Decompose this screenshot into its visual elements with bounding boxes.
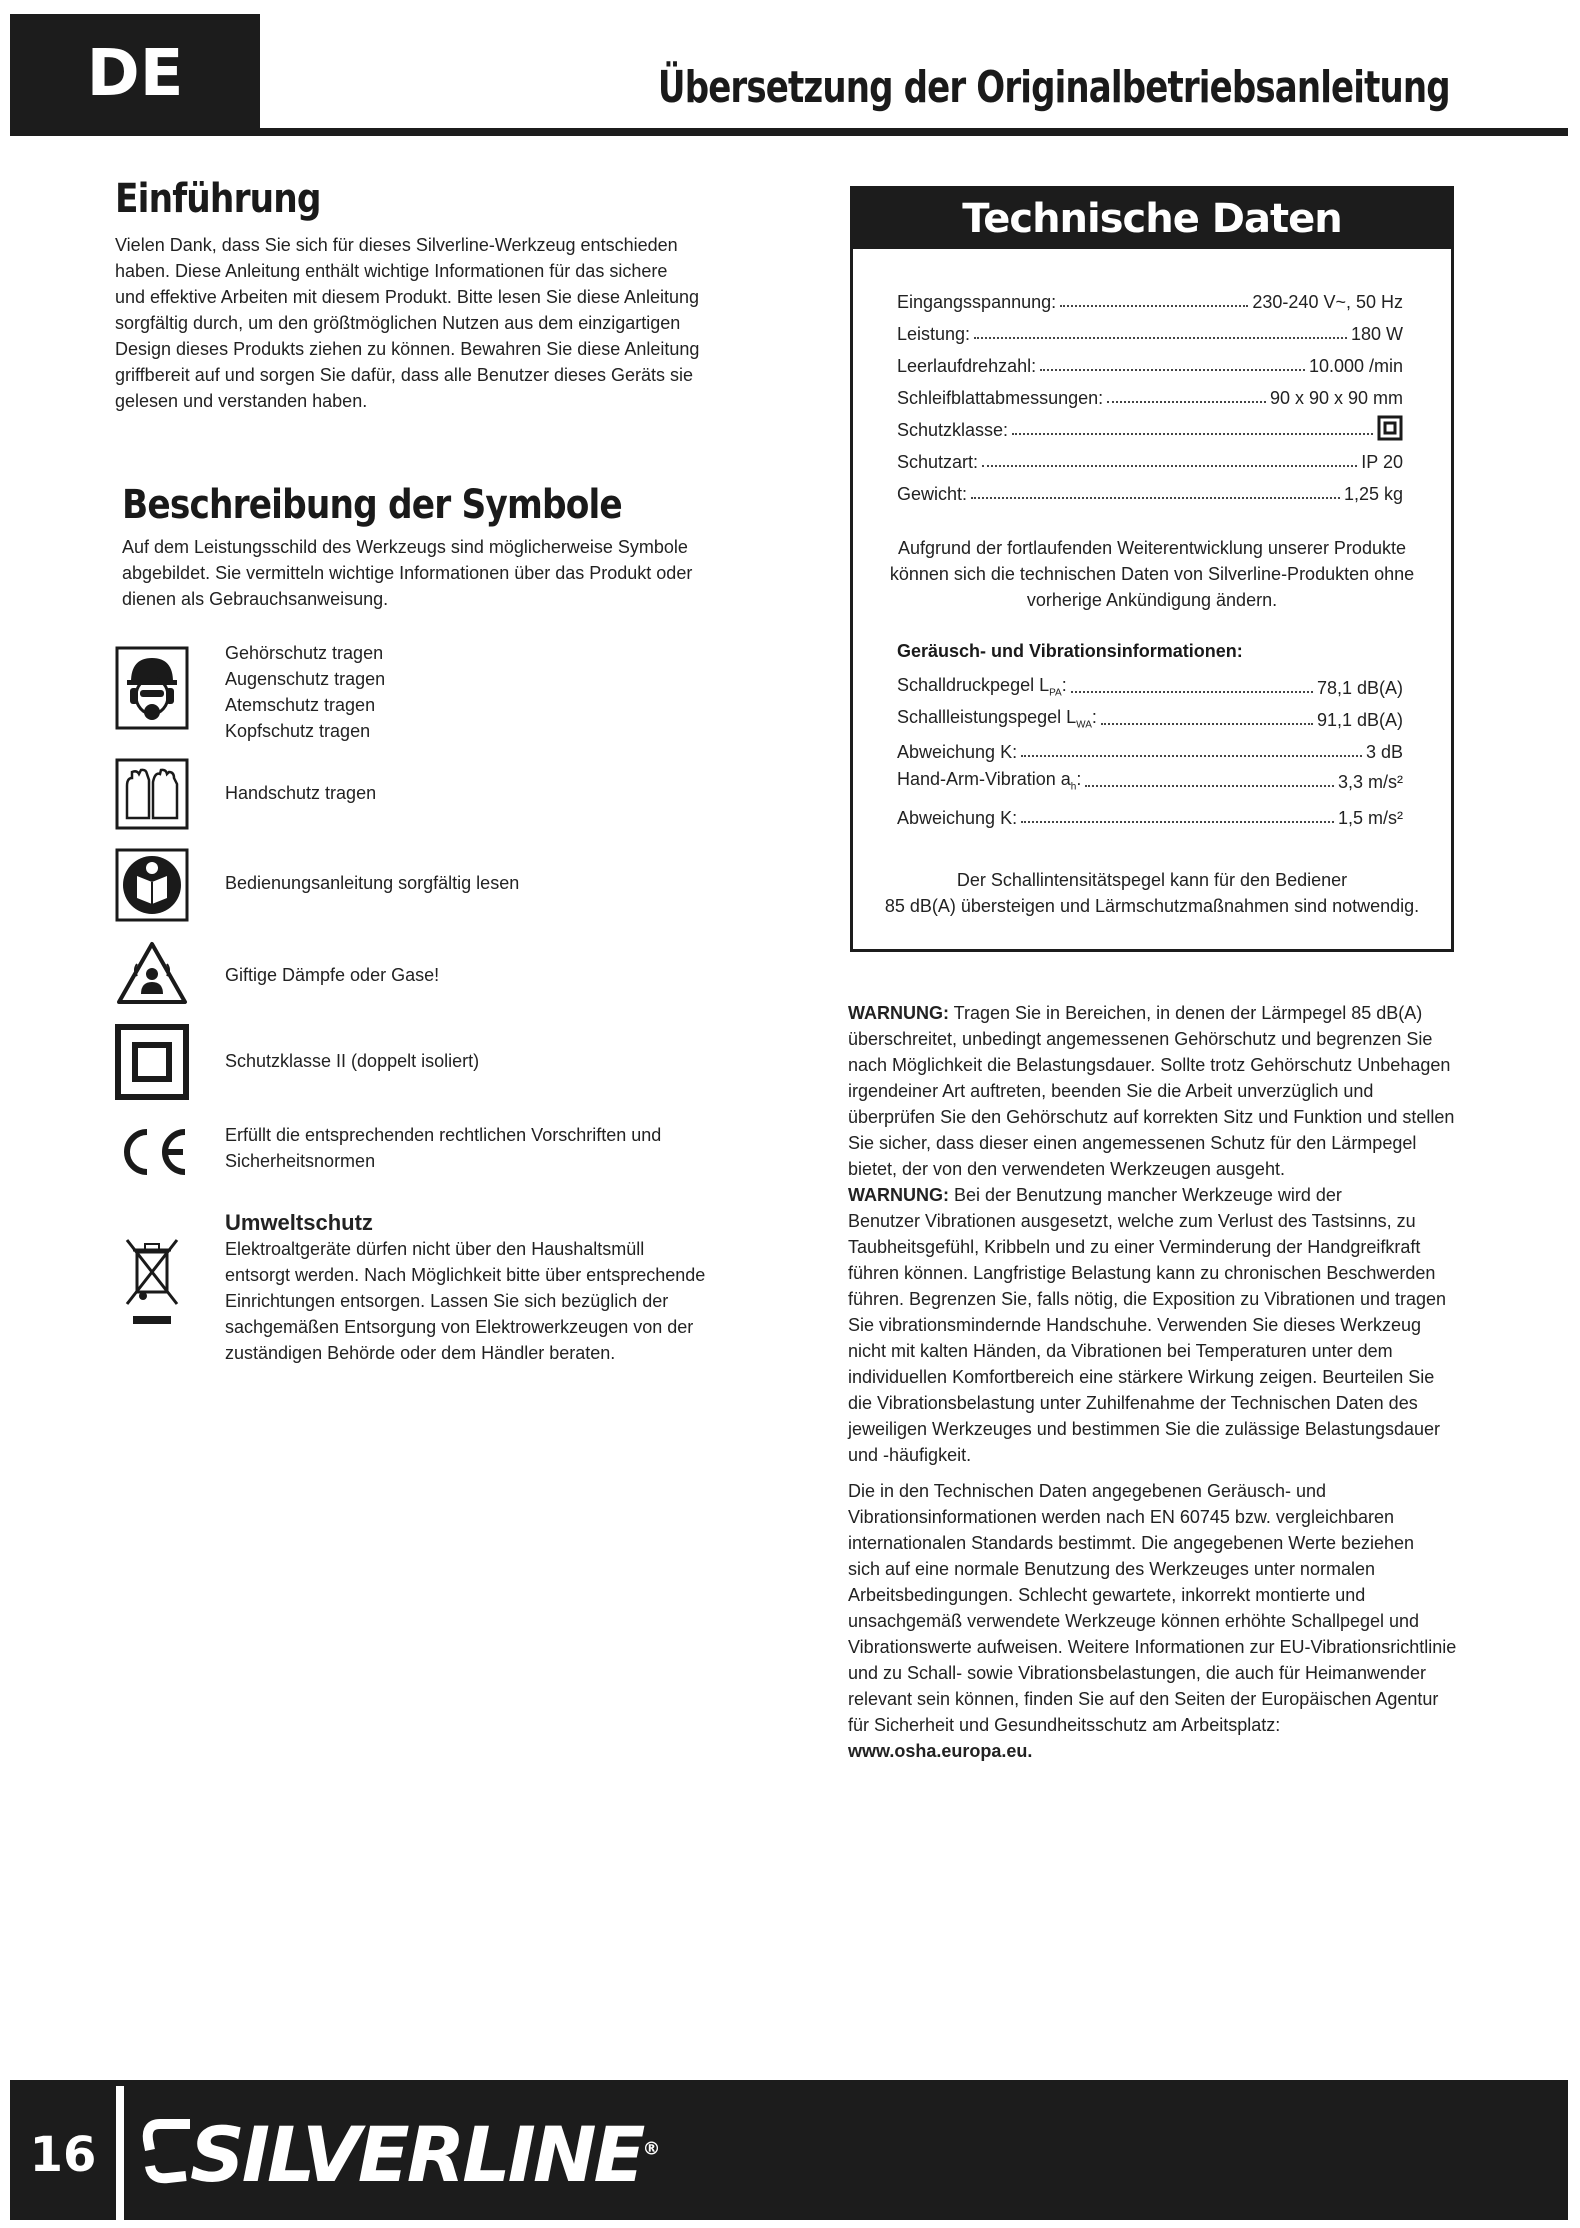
tech-note-line: vorherige Ankündigung ändern.: [1026, 590, 1278, 610]
warning-line: überschreitet, unbedingt angemessenen Gehörschutz und begrenzen Sie: [848, 1029, 1433, 1049]
symbol-label: Atemschutz tragen: [225, 695, 376, 715]
spec-row: [897, 287, 1403, 313]
noise-value: 1,5 m/s²: [1337, 808, 1403, 828]
symbols-intro-line: dienen als Gebrauchsanweisung.: [122, 589, 389, 609]
noise-sub: PA: [1049, 688, 1062, 699]
spec-value: 180 W: [1350, 324, 1403, 344]
warning-line: individuellen Komfortbereich eine stärkere Wirkung zeigen. Beurteilen Sie: [848, 1367, 1435, 1387]
page-number: 16: [29, 2127, 97, 2183]
info-line: für Sicherheit und Gesundheitsschutz am Arbeitsplatz:: [848, 1715, 1281, 1735]
noise-label: Abweichung K:: [897, 742, 1018, 762]
env-line: Einrichtungen entsorgen. Lassen Sie sich bezüglich der: [225, 1291, 669, 1311]
symbol-row: [115, 758, 715, 838]
info-line: Vibrationsinformationen werden nach EN 60745 bzw. vergleichbaren: [848, 1507, 1395, 1527]
ppe-head-icon: [115, 646, 189, 730]
spec-label: Schleifblattabmessungen:: [897, 388, 1104, 408]
symbol-row: [115, 940, 715, 1010]
intro-line: Vielen Dank, dass Sie sich für dieses Silverline-Werkzeug entschieden: [115, 235, 678, 255]
noise-sub: h: [1070, 782, 1077, 793]
symbols-intro: [122, 534, 742, 612]
noise-label: Abweichung K:: [897, 808, 1018, 828]
intro-heading: Einführung: [115, 176, 321, 222]
symbol-label: Giftige Dämpfe oder Gase!: [225, 965, 440, 985]
warning-line: führen können. Langfristige Belastung kann zu chronischen Beschwerden: [848, 1263, 1436, 1283]
spec-row: [897, 415, 1403, 441]
env-line: zuständigen Behörde oder dem Händler beraten.: [225, 1343, 616, 1363]
info-line: Die in den Technischen Daten angegebenen Geräusch- und: [848, 1481, 1327, 1501]
symbol-label: Gehörschutz tragen: [225, 643, 384, 663]
info-line: Arbeitsbedingungen. Schlecht gewartete, inkorrekt montierte und: [848, 1585, 1366, 1605]
spec-row: [897, 479, 1403, 505]
tech-foot-line: Der Schallintensitätspegel kann für den Bediener: [956, 870, 1348, 890]
spec-value: 1,25 kg: [1343, 484, 1403, 504]
warning-line: Tragen Sie in Bereichen, in denen der Lärmpegel 85 dB(A): [949, 1003, 1423, 1023]
tech-note: [863, 535, 1441, 613]
spec-label: Gewicht:: [897, 484, 968, 504]
symbol-row: [115, 846, 715, 926]
warning-line: jeweiligen Werkzeuges und bestimmen Sie die zulässige Belastungsdauer: [848, 1419, 1441, 1439]
info-line: internationalen Standards bestimmt. Die angegebenen Werte beziehen: [848, 1533, 1415, 1553]
class-ii-icon: [115, 1024, 189, 1100]
symbol-row: [115, 640, 715, 750]
spec-row: [897, 319, 1403, 345]
warning-line: Taubheitsgefühl, Kribbeln und zu einer Verminderung der Handgreifkraft: [848, 1237, 1421, 1257]
noise-row: [897, 803, 1403, 829]
warning-line: Sie vibrationsmindernde Handschuhe. Verwenden Sie dieses Werkzeug: [848, 1315, 1422, 1335]
noise-row: Schalldruckpegel $L_{PA}$: 78,1 dB(A): [897, 675, 1403, 699]
warning-label: WARNUNG:: [848, 1003, 949, 1023]
warning-label: WARNUNG:: [848, 1185, 949, 1205]
noise-label: Schalldruckpegel L: [897, 675, 1050, 696]
noise-row: [897, 737, 1403, 763]
noise-row: Hand-Arm-Vibration $a_h$: 3,3 m/s²: [897, 769, 1403, 793]
warning-line: Benutzer Vibrationen ausgesetzt, welche zum Verlust des Tastsinns, zu: [848, 1211, 1416, 1231]
ce-mark-icon: [115, 1124, 189, 1180]
spec-label: Schutzklasse:: [897, 420, 1009, 440]
spec-row: [897, 383, 1403, 409]
info-line: unsachgemäß verwendete Werkzeuge können erhöhte Schallpegel und: [848, 1611, 1420, 1631]
brand-logo: [190, 2110, 660, 2199]
noise-label: Schallleistungspegel L: [897, 707, 1077, 728]
warning-line: die Vibrationsbelastung unter Zuhilfenahme der Technischen Daten des: [848, 1393, 1418, 1413]
registered-mark: ®: [642, 2138, 661, 2160]
symbol-label: Kopfschutz tragen: [225, 721, 371, 741]
spec-label: Leistung:: [897, 324, 971, 344]
osha-link[interactable]: www.osha.europa.eu.: [848, 1741, 1033, 1761]
warning-line: irgendeiner Art auftreten, beenden Sie die Arbeit unverzüglich und: [848, 1081, 1374, 1101]
intro-line: sorgfältig durch, um den größtmöglichen Nutzen aus dem einzigartigen: [115, 313, 681, 333]
symbols-heading: Beschreibung der Symbole: [122, 482, 622, 528]
symbol-label: Bedienungsanleitung sorgfältig lesen: [225, 873, 520, 893]
intro-line: haben. Diese Anleitung enthält wichtige Informationen für das sichere: [115, 261, 668, 281]
intro-text: [115, 232, 735, 414]
tech-data-box: [850, 186, 1454, 952]
info-line: und zu Schall- sowie Vibrationsbelastungen, die auch für Heimanwender: [848, 1663, 1427, 1683]
warning-line: überprüfen Sie den Gehörschutz auf korrekten Sitz und Funktion und stellen: [848, 1107, 1455, 1127]
footer-divider: [116, 2086, 124, 2220]
warning-line: Bei der Benutzung mancher Werkzeuge wird der: [949, 1185, 1342, 1205]
tech-foot: [863, 867, 1441, 919]
tech-note-line: Aufgrund der fortlaufenden Weiterentwicklung unserer Produkte: [898, 538, 1406, 558]
spec-row: [897, 351, 1403, 377]
symbols-intro-line: Auf dem Leistungsschild des Werkzeugs sind möglicherweise Symbole: [122, 537, 688, 557]
symbol-label: Schutzklasse II (doppelt isoliert): [225, 1051, 480, 1071]
brand-name: SILVERLINE: [190, 2110, 643, 2199]
noise-value: 78,1 dB(A): [1316, 678, 1403, 698]
spec-value: 230-240 V~, 50 Hz: [1252, 292, 1403, 312]
spec-label: Schutzart:: [897, 452, 979, 472]
warning-line: nicht mit kalten Händen, da Vibrationen bei Temperaturen unter dem: [848, 1341, 1393, 1361]
intro-line: Design dieses Produkts ziehen zu können. Bewahren Sie diese Anleitung: [115, 339, 700, 359]
spec-value: 90 x 90 x 90 mm: [1269, 388, 1403, 408]
env-title: Umweltschutz: [225, 1210, 373, 1235]
symbol-label: Augenschutz tragen: [225, 669, 386, 689]
language-code: DE: [86, 37, 184, 111]
warning-line: und -häufigkeit.: [848, 1445, 972, 1465]
symbol-label: Erfüllt die entsprechenden rechtlichen Vorschriften und: [225, 1125, 662, 1145]
noise-row: Schallleistungspegel $L_{WA}$: 91,1 dB(A): [897, 707, 1403, 731]
warning-line: bietet, der von den verwendeten Werkzeugen ausgeht.: [848, 1159, 1285, 1179]
class-ii-icon: [1377, 415, 1403, 441]
spec-label: Eingangsspannung:: [897, 292, 1057, 312]
warning-noise: [848, 1000, 1468, 1468]
warning-line: führen. Begrenzen Sie, falls nötig, die Exposition zu Vibrationen und tragen: [848, 1289, 1447, 1309]
env-row: [115, 1210, 715, 1370]
warning-line: Sie sicher, dass dieser einen angemessenen Schutz für den Lärmpegel: [848, 1133, 1417, 1153]
info-line: sich auf eine normale Benutzung des Werkzeuges unter normalen: [848, 1559, 1375, 1579]
spec-label: Leerlaufdrehzahl:: [897, 356, 1037, 376]
noise-value: 91,1 dB(A): [1316, 710, 1403, 730]
spec-value: IP 20: [1361, 452, 1403, 472]
gloves-icon: [115, 758, 189, 830]
symbols-intro-line: abgebildet. Sie vermitteln wichtige Informationen über das Produkt oder: [122, 563, 693, 583]
read-manual-icon: [115, 848, 189, 922]
noise-sub: WA: [1076, 720, 1092, 731]
env-line: Elektroaltgeräte dürfen nicht über den Haushaltsmüll: [225, 1239, 645, 1259]
noise-heading: Geräusch- und Vibrationsinformationen:: [897, 641, 1243, 661]
noise-value: 3 dB: [1365, 742, 1403, 762]
intro-line: griffbereit auf und sorgen Sie dafür, dass alle Benutzer dieses Geräts sie: [115, 365, 694, 385]
language-tab: [10, 14, 260, 134]
warning-line: nach Möglichkeit die Belastungsdauer. Sollte trotz Gehörschutz Unbehagen: [848, 1055, 1451, 1075]
noise-value: 3,3 m/s²: [1337, 772, 1403, 792]
symbol-row: [115, 1118, 715, 1188]
info-line: Vibrationswerte aufweisen. Weitere Informationen zur EU-Vibrationsrichtlinie: [848, 1637, 1457, 1657]
toxic-fumes-icon: [115, 940, 189, 1006]
noise-label: Hand-Arm-Vibration a: [897, 769, 1071, 790]
tech-foot-line: 85 dB(A) übersteigen und Lärmschutzmaßnahmen sind notwendig.: [884, 896, 1420, 916]
intro-line: und effektive Arbeiten mit diesem Produkt. Bitte lesen Sie diese Anleitung: [115, 287, 700, 307]
info-text: [848, 1478, 1468, 1764]
intro-line: gelesen und verstanden haben.: [115, 391, 368, 411]
tech-note-line: können sich die technischen Daten von Silverline-Produkten ohne: [889, 564, 1415, 584]
symbol-row: [115, 1024, 715, 1104]
page-title: Übersetzung der Originalbetriebsanleitung: [658, 62, 1450, 113]
symbol-label: Sicherheitsnormen: [225, 1151, 376, 1171]
spec-row: [897, 447, 1403, 473]
env-line: entsorgt werden. Nach Möglichkeit bitte über entsprechende: [225, 1265, 706, 1285]
spec-value: 10.000 /min: [1308, 356, 1403, 376]
info-line: relevant sein können, finden Sie auf den Seiten der Europäischen Agentur: [848, 1689, 1439, 1709]
weee-bin-icon: [115, 1234, 189, 1334]
env-line: sachgemäßen Entsorgung von Elektrowerkzeugen von der: [225, 1317, 694, 1337]
header-rule: [10, 128, 1568, 136]
symbol-label: Handschutz tragen: [225, 783, 377, 803]
tech-heading: Technische Daten: [853, 189, 1451, 249]
